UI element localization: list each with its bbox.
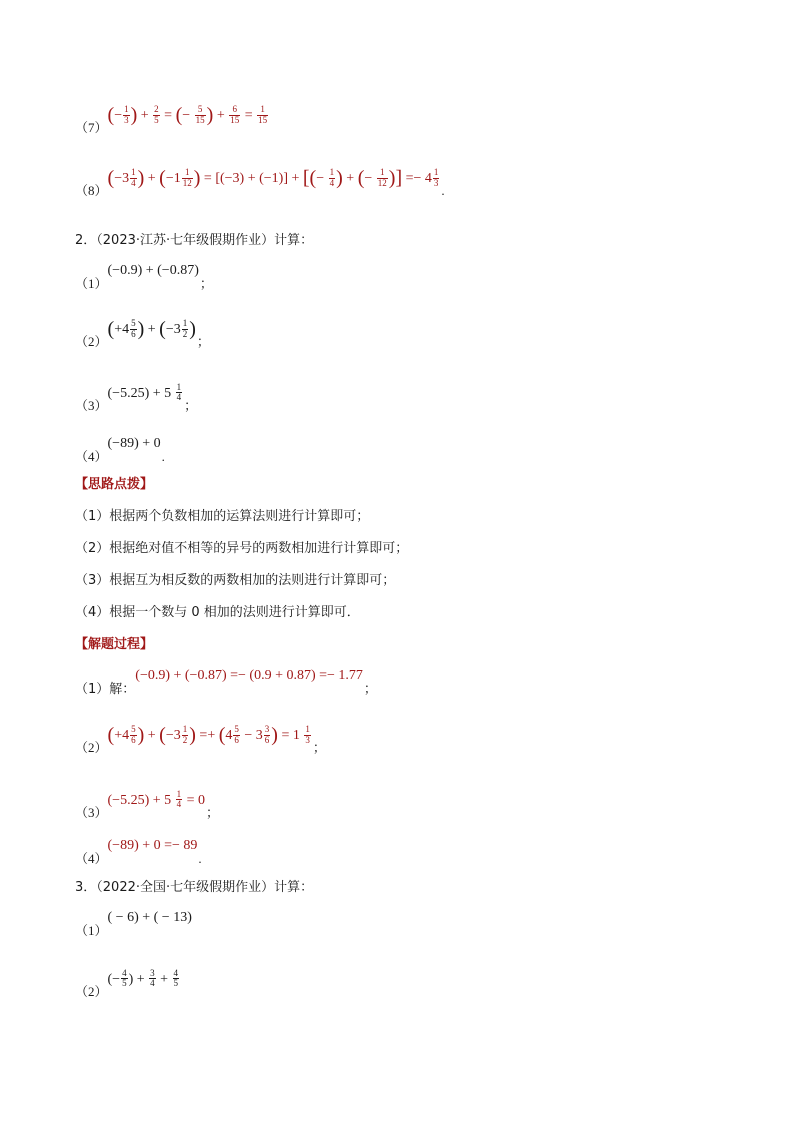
item-number: （2） — [75, 334, 108, 349]
math-expression: (−89) + 0 — [107, 436, 161, 451]
solution-item-1: （1）解：(−0.9) + (−0.87) =− (0.9 + 0.87) =− 1.77； — [75, 668, 377, 697]
item-number: （7） — [75, 120, 108, 135]
math-expression: (−0.9) + (−0.87) =− (0.9 + 0.87) =− 1.77 — [135, 668, 363, 683]
q1-item-7 — [75, 104, 269, 136]
solution-item-2: （2）(+4 $\frac{5}{6}$ ) + (−3 $\frac{1}{2}$ ) =+ (4 $\frac{5}{6}$ − 3 $\frac{3}{6}$ ) = 1 $\frac{1}{3}$ ； — [75, 724, 326, 755]
hint-heading: 【思路点拨】 — [75, 477, 154, 492]
math-expression: (− $\frac{1}{3}$ ) + $\frac{2}{5}$ = (− $\frac{5}{15}$ ) + $\frac{6}{15}$ = $\frac{1}{15}$ — [107, 104, 268, 126]
q3-item-2 — [75, 968, 180, 1000]
math-expression: (−5.25) + 5 $\frac{1}{4}$ = 0 — [107, 789, 206, 810]
q2-item-2: （2）(+4 $\frac{5}{6}$ ) + (−3 $\frac{1}{2}$ )； — [75, 318, 210, 349]
q3-item-1 — [75, 910, 192, 939]
math-expression: ( − 6) + ( − 13) — [107, 910, 192, 925]
q2-item-1: （1）(−0.9) + (−0.87)； — [75, 263, 213, 291]
q2-item-3: （3）(−5.25) + 5 $\frac{1}{4}$ ； — [75, 382, 198, 413]
item-number: （2） — [75, 740, 108, 755]
item-number: （1） — [75, 276, 108, 291]
item-number: （3） — [75, 397, 108, 413]
question-2-stem: 2．（2023·江苏·七年级假期作业）计算： — [75, 233, 314, 248]
math-expression: (+4 $\frac{5}{6}$ ) + (−3 $\frac{1}{2}$ ) =+ (4 $\frac{5}{6}$ − 3 $\frac{3}{6}$ ) = 1 $\frac{1}{3}$ — [107, 724, 310, 746]
item-number: （1）解： — [75, 682, 136, 697]
hint-line: （2）根据绝对值不相等的异号的两数相加进行计算即可； — [75, 541, 409, 556]
q2-item-4: （4）(−89) + 0. — [75, 436, 165, 464]
solution-item-3: （3）(−5.25) + 5 $\frac{1}{4}$ = 0； — [75, 789, 220, 820]
math-expression: (−5.25) + 5 $\frac{1}{4}$ — [107, 382, 182, 403]
math-expression: (− $\frac{4}{5}$ ) + $\frac{3}{4}$ + $\frac{4}{5}$ — [107, 968, 179, 989]
item-number: （4） — [75, 449, 108, 464]
item-number: （2） — [75, 983, 108, 999]
math-expression: (−0.9) + (−0.87) — [107, 263, 199, 278]
item-number: （1） — [75, 923, 108, 938]
math-expression: (+4 $\frac{5}{6}$ ) + (−3 $\frac{1}{2}$ ) — [107, 318, 196, 340]
hint-line: （4）根据一个数与 0 相加的法则进行计算即可． — [75, 605, 360, 620]
math-expression: (−89) + 0 =− 89 — [107, 838, 198, 853]
question-3-stem: 3．（2022·全国·七年级假期作业）计算： — [75, 880, 314, 895]
item-number: （4） — [75, 851, 108, 866]
item-number: （3） — [75, 804, 108, 820]
hint-line: （1）根据两个负数相加的运算法则进行计算即可； — [75, 509, 370, 524]
hint-line: （3）根据互为相反数的两数相加的法则进行计算即可； — [75, 573, 396, 588]
solution-heading: 【解题过程】 — [75, 637, 154, 652]
item-number: （8） — [75, 183, 108, 198]
q1-item-8: （8）(−3 $\frac{1}{4}$ ) + (−1 $\frac{1}{12}$ ) = [(−3) + (−1)] + [(− $\frac{1}{4}$ ) + (− $\frac{1}{12}$ )] =− 4 $\frac{1}{3}$ . — [75, 167, 445, 198]
math-expression: (−3 $\frac{1}{4}$ ) + (−1 $\frac{1}{12}$ ) = [(−3) + (−1)] + [(− $\frac{1}{4}$ ) + (− $\frac{1}{12}$ )] =− 4 $\frac{1}{3}$ — [107, 167, 439, 189]
solution-item-4: （4）(−89) + 0 =− 89. — [75, 838, 202, 866]
